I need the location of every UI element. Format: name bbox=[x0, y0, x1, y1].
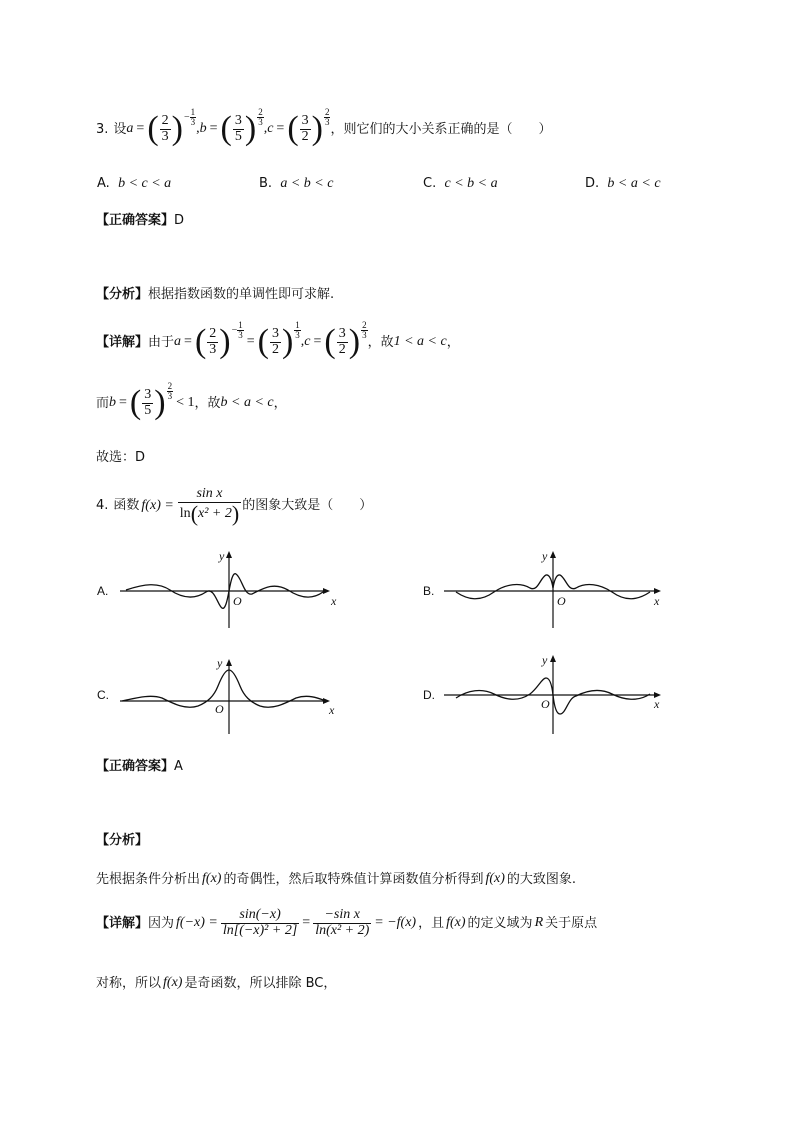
graph-a-x-label: x bbox=[331, 594, 337, 608]
graph-b-label[interactable]: B. bbox=[423, 584, 435, 598]
graph-d-origin: O bbox=[541, 697, 550, 711]
graph-b-y-label: y bbox=[542, 549, 548, 563]
graph-c-origin: O bbox=[215, 702, 224, 716]
q4-stem: 4. 函数 f(x) = $\frac{\text{sin x}}{\text{ln(x² + 2)}}$ 的图象大致是（ ） bbox=[96, 486, 373, 526]
q3-option-a[interactable]: A. b < c < a bbox=[97, 176, 172, 191]
graph-c-y-arrow bbox=[226, 659, 232, 666]
q3-number: 3. bbox=[96, 121, 109, 137]
q3-lead: 设 bbox=[113, 121, 127, 137]
graph-a-y-label: y bbox=[219, 549, 225, 563]
graph-c-curve bbox=[122, 670, 326, 707]
q3-option-b[interactable]: B. a < b < c bbox=[259, 176, 334, 191]
graph-a-x-arrow bbox=[323, 588, 330, 594]
q3-tail: ，则它们的大小关系正确的是（ ） bbox=[330, 121, 552, 137]
graph-b-origin: O bbox=[557, 594, 566, 608]
graph-c[interactable] bbox=[118, 656, 344, 736]
graph-d-x-label: x bbox=[654, 697, 660, 711]
q3-detail-line1: 【详解】 由于 a = ( $\frac{2}{3}$ ) − $\frac{1}{3}$ = ( $\frac{3}{2}$ ) 1 3 , c = ( $\frac{3}{2}$ ) 2 3 ，故 1 < a < c ， bbox=[96, 320, 460, 360]
graph-c-y-label: y bbox=[217, 656, 223, 670]
q3-answer: 【正确答案】D bbox=[96, 213, 185, 228]
q4-analysis-text: 先根据条件分析出 f(x) 的奇偶性，然后取特殊值计算函数值分析得到 f(x) 的大致图象. bbox=[96, 871, 577, 887]
graph-a[interactable] bbox=[118, 548, 344, 630]
graph-b-x-label: x bbox=[654, 594, 660, 608]
q3-choose: 故选：D bbox=[96, 450, 146, 465]
q4-answer: 【正确答案】A bbox=[96, 759, 183, 774]
q3-option-c[interactable]: C. c < b < a bbox=[423, 176, 498, 191]
graph-d-label[interactable]: D. bbox=[423, 688, 435, 702]
q3-c-expr: c = ( $\frac{3}{2}$ ) 2 3 bbox=[267, 107, 330, 147]
q3-b-expr: b = ( $\frac{3}{5}$ ) 2 3 bbox=[199, 107, 263, 147]
q3-detail-line2: 而 b = ( $\frac{3}{5}$ ) 2 3 < 1 ，故 b < a < c ， bbox=[96, 381, 287, 421]
q4-analysis-tag: 【分析】 bbox=[96, 833, 149, 848]
q3-stem: 3. 设 a = ( $\frac{2}{3}$ ) − $\frac{1}{3}$ , b = ( $\frac{3}{5}$ ) 2 3 , c = ( $\frac{3}{2}$ ) 2 3 ，则它们的大小关系正确的是（ ） bbox=[96, 107, 552, 147]
graph-a-y-arrow bbox=[226, 551, 232, 558]
q3-option-d[interactable]: D. b < a < c bbox=[585, 176, 661, 191]
q3-analysis: 【分析】根据指数函数的单调性即可求解. bbox=[96, 287, 335, 302]
graph-b-y-arrow bbox=[550, 551, 556, 558]
graph-a-label[interactable]: A. bbox=[97, 584, 109, 598]
graph-a-origin: O bbox=[233, 594, 242, 608]
graph-b[interactable] bbox=[442, 548, 668, 630]
q4-number: 4. bbox=[96, 498, 109, 514]
graph-c-x-label: x bbox=[329, 703, 335, 717]
graph-d-y-label: y bbox=[542, 653, 548, 667]
graph-d-y-arrow bbox=[550, 655, 556, 662]
graph-c-label[interactable]: C. bbox=[97, 688, 109, 702]
q3-a-expr: a = ( $\frac{2}{3}$ ) − $\frac{1}{3}$ bbox=[126, 107, 196, 147]
q4-detail-line2: 对称，所以 f(x) 是奇函数，所以排除 BC， bbox=[96, 975, 337, 991]
graph-d[interactable] bbox=[442, 652, 668, 736]
q4-detail-line1: 【详解】 因为 f(−x) = $\frac{\sin(-x)}{\text{ln[(−x)² + 2]}}$ = $\frac{\text{−sin x}}{\text{ln(x² + 2)}}$ = −f(x) ，且 f(x) 的定义域为 R 关于原点 bbox=[96, 907, 598, 938]
